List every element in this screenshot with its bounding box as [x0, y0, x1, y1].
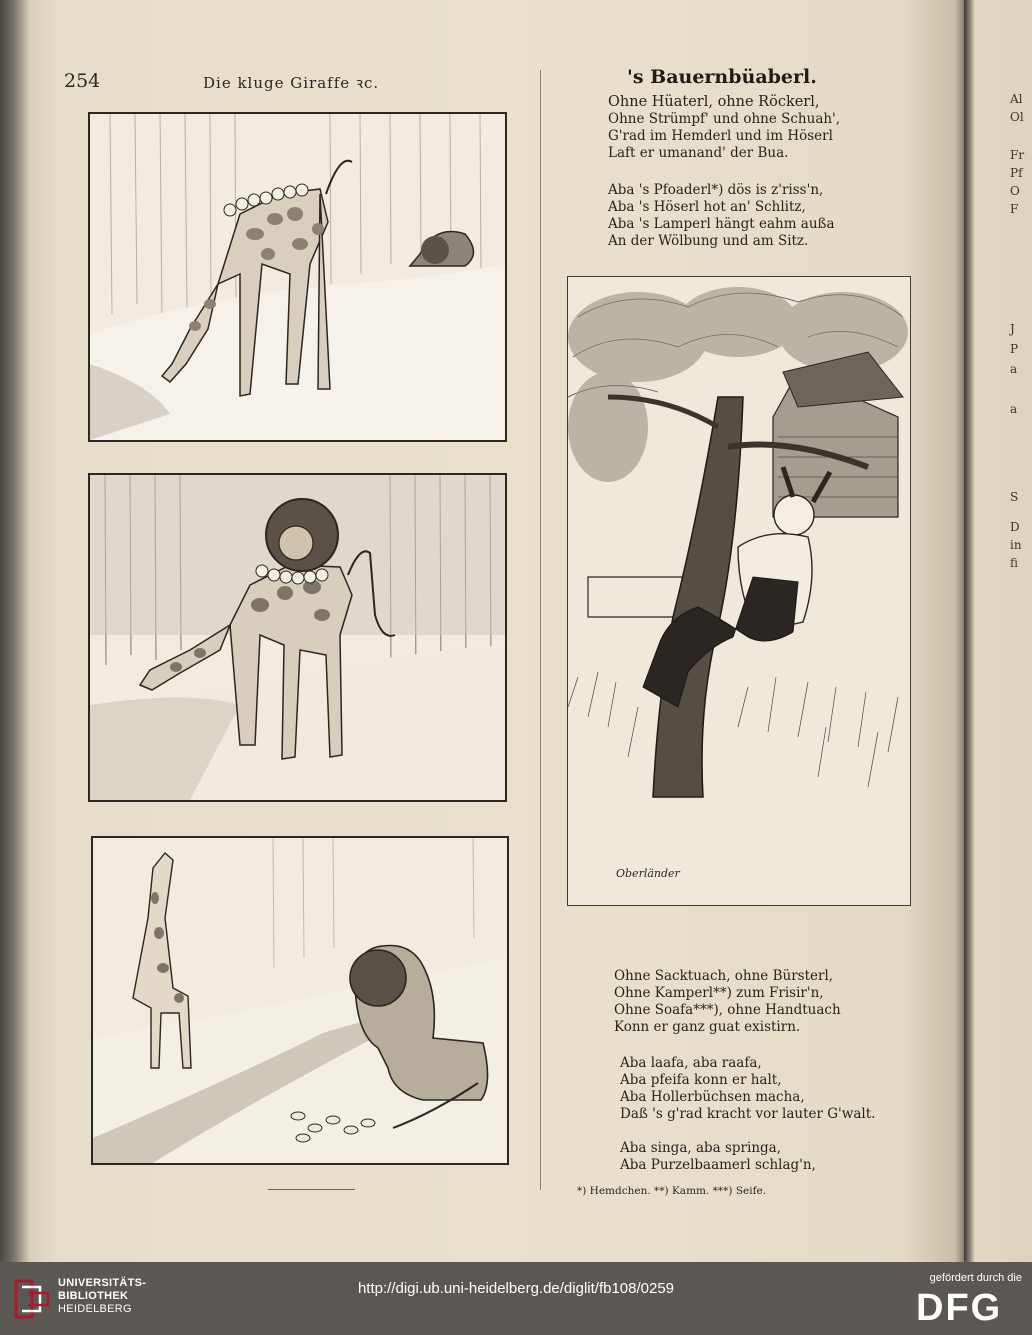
dfg-logo: DFG	[916, 1287, 1003, 1329]
facing-page-text: O	[1010, 184, 1020, 198]
facing-page-text: a	[1010, 362, 1018, 376]
facing-page-text: Pf	[1010, 166, 1023, 180]
poem-line: Ohne Soafa***), ohne Handtuach	[614, 1002, 841, 1018]
facing-page-text: F	[1010, 202, 1019, 216]
illustration-sick-lion	[91, 836, 509, 1165]
poem-line: Laft er umanand' der Bua.	[608, 145, 789, 161]
page-number: 254	[64, 70, 101, 92]
viewer-footer	[0, 1262, 1032, 1335]
facing-page-text: fi	[1010, 556, 1019, 570]
facing-page-text: P	[1010, 342, 1019, 356]
facing-page-text: a	[1010, 402, 1018, 416]
poem-line: Aba Hollerbüchsen macha,	[620, 1089, 805, 1105]
poem-stanza-4	[620, 1055, 875, 1123]
poem-line: Aba 's Pfoaderl*) dös is z'riss'n,	[608, 182, 824, 198]
illustration-boy-in-tree	[567, 276, 911, 906]
illustration-giraffe-drinking	[88, 112, 507, 442]
library-name-line: HEIDELBERG	[58, 1303, 132, 1315]
poem-stanza-5	[620, 1140, 816, 1174]
poem-line: Ohne Strümpf' und ohne Schuah',	[608, 111, 841, 127]
facing-page-text: D	[1010, 520, 1020, 534]
column-rule	[540, 70, 541, 1190]
poem-line: Aba singa, aba springa,	[620, 1140, 781, 1156]
facing-page-text: in	[1010, 538, 1022, 552]
facing-page-text: Fr	[1010, 148, 1025, 162]
poem-title: 's Bauernbüaberl.	[627, 66, 817, 88]
poem-line: Aba 's Höserl hot an' Schlitz,	[608, 199, 806, 215]
poem-line: Aba pfeifa konn er halt,	[620, 1072, 782, 1088]
footnote: *) Hemdchen. **) Kamm. ***) Seife.	[577, 1185, 767, 1197]
poem-line: Aba laafa, aba raafa,	[620, 1055, 762, 1071]
library-name-line: UNIVERSITÄTS-	[58, 1277, 147, 1289]
running-title: Die kluge Giraffe ꝛc.	[203, 74, 380, 92]
poem-line: Konn er ganz guat existirn.	[614, 1019, 801, 1035]
funded-by-label: gefördert durch die	[929, 1272, 1022, 1284]
facing-page-text: Ol	[1010, 110, 1024, 124]
poem-line: Ohne Hüaterl, ohne Röckerl,	[608, 94, 820, 110]
library-name-line: BIBLIOTHEK	[58, 1290, 129, 1302]
poem-stanza-2	[608, 182, 835, 250]
poem-line: An der Wölbung und am Sitz.	[608, 233, 809, 249]
page-gutter	[964, 0, 974, 1262]
footnote-rule	[268, 1189, 355, 1190]
artist-signature: Oberländer	[616, 867, 680, 880]
poem-stanza-1	[608, 94, 840, 162]
poem-line: Daß 's g'rad kracht vor lauter G'walt.	[620, 1106, 876, 1122]
facing-page-text: J	[1010, 322, 1015, 336]
poem-line: Ohne Kamperl**) zum Frisir'n,	[614, 985, 824, 1001]
poem-line: Aba 's Lamperl hängt eahm außa	[608, 216, 835, 232]
poem-line: G'rad im Hemderl und im Höserl	[608, 128, 833, 144]
poem-line: Ohne Sacktuach, ohne Bürsterl,	[614, 968, 834, 984]
facing-page-text: S	[1010, 490, 1019, 504]
poem-stanza-3	[614, 968, 841, 1036]
facing-page-text: Al	[1010, 92, 1023, 106]
poem-line: Aba Purzelbaamerl schlag'n,	[620, 1157, 816, 1173]
permalink-url[interactable]: http://digi.ub.uni-heidelberg.de/diglit/fb108/0259	[357, 1280, 675, 1297]
illustration-lion-riding-giraffe	[88, 473, 507, 802]
